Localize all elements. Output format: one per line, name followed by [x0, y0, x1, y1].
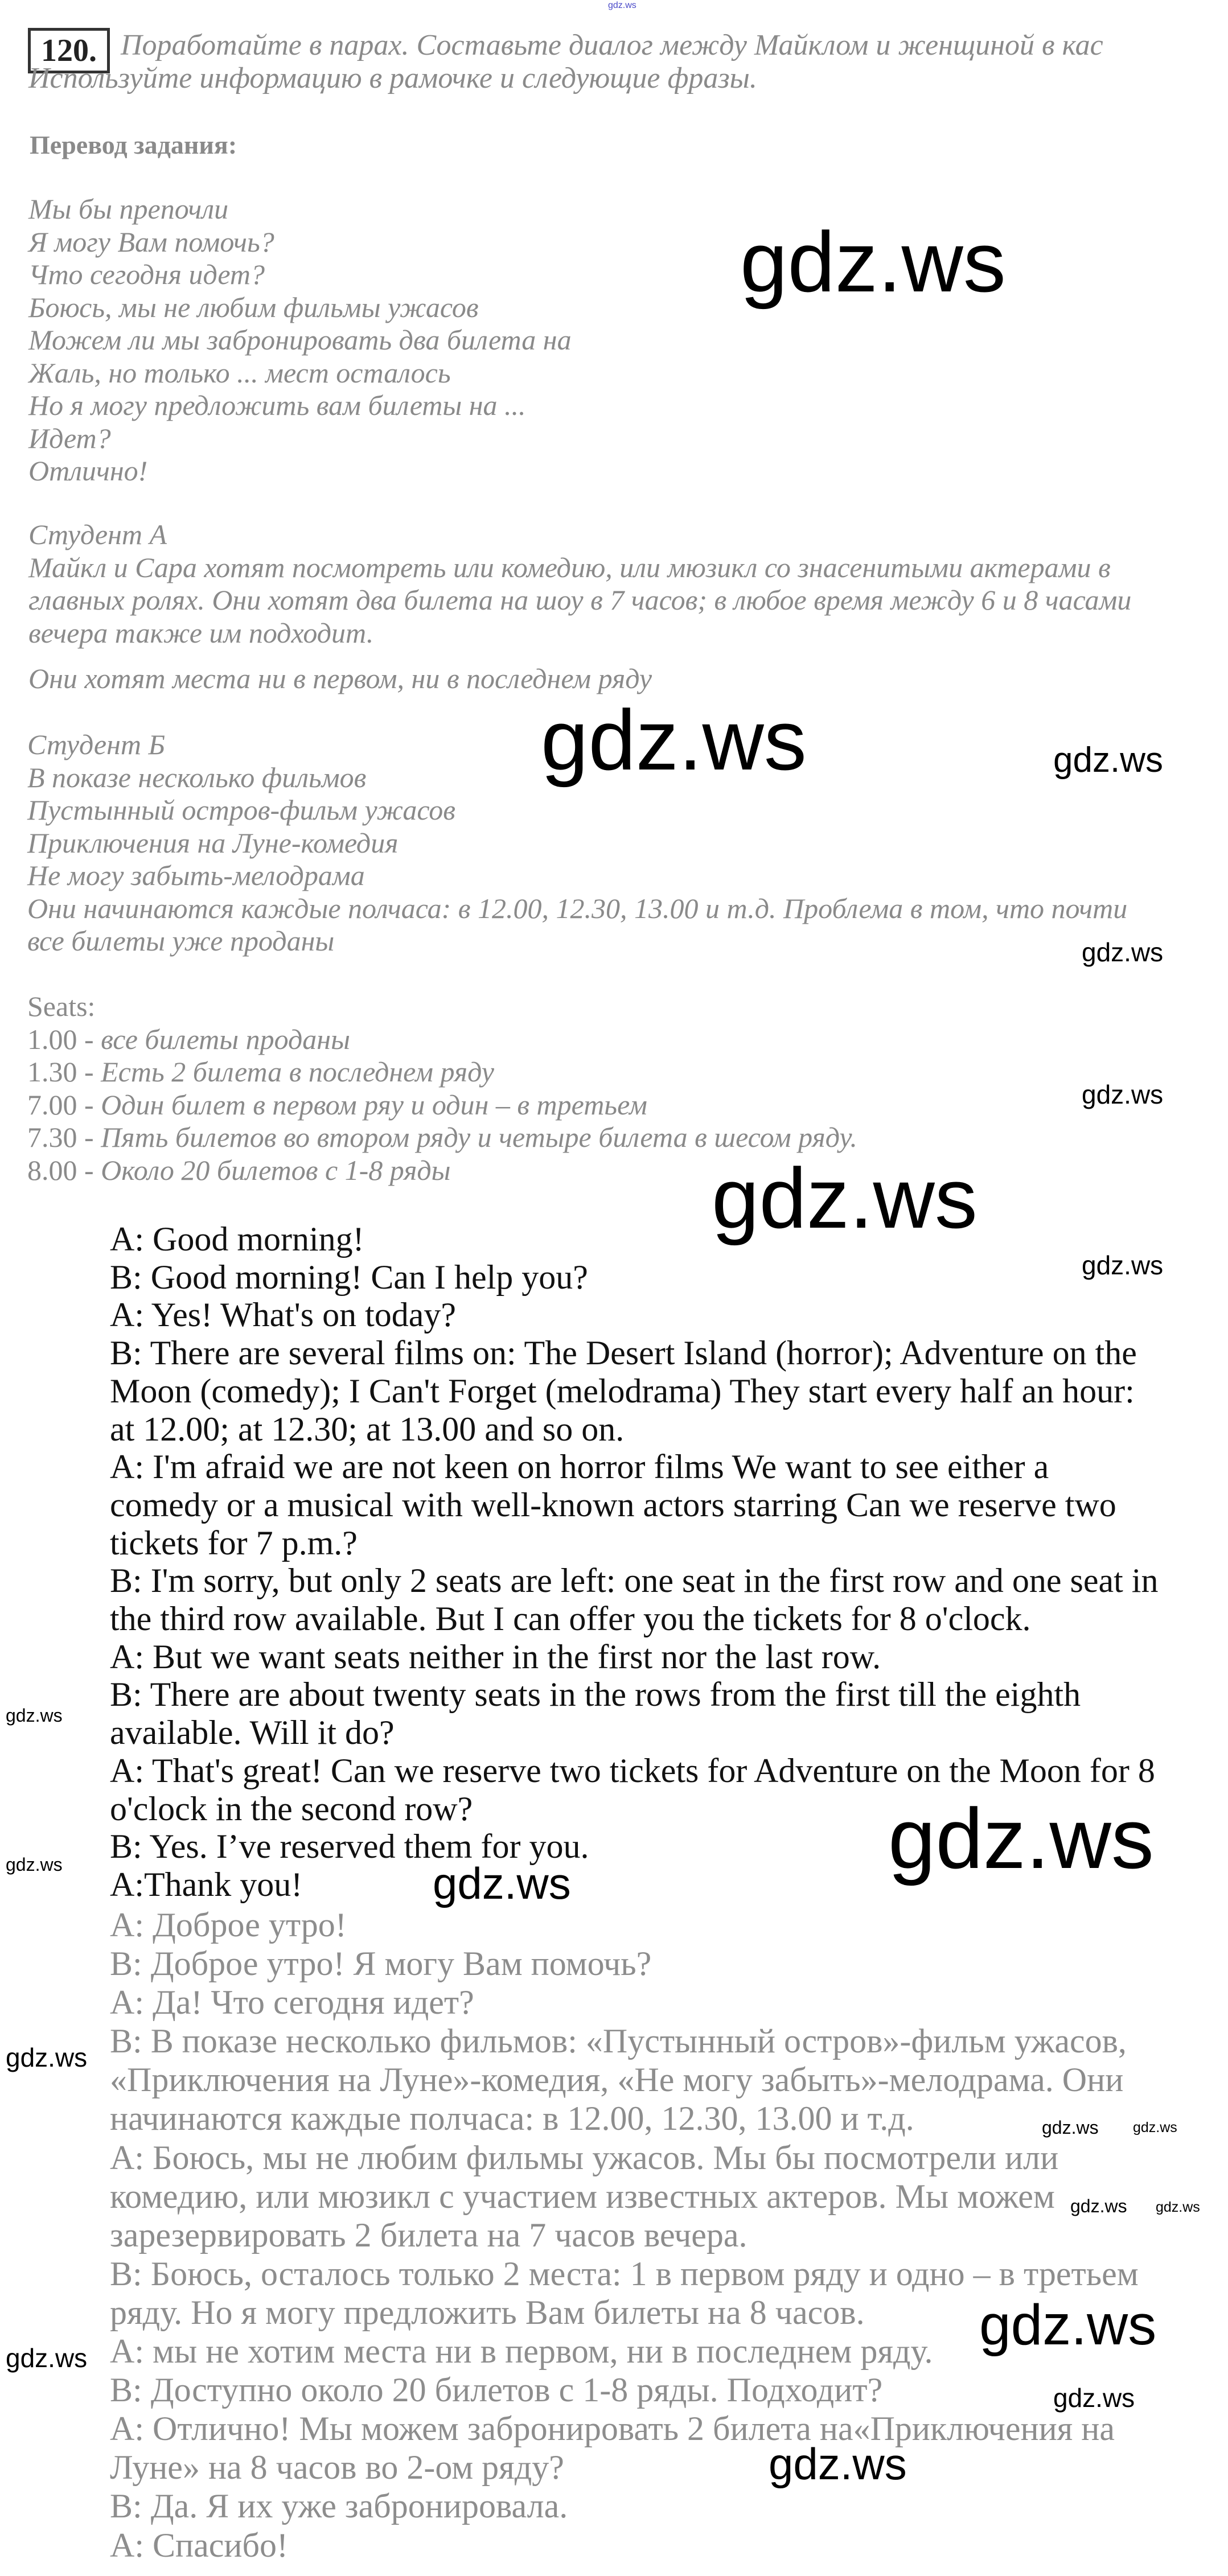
dialog-line: at 12.00; at 12.30; at 13.00 and so on. [110, 1410, 625, 1448]
dialog-line: Луне» на 8 часов во 2-ом ряду? [110, 2449, 564, 2487]
phrase-item: Но я могу предложить вам билеты на ... [28, 389, 526, 421]
dialog-line: tickets for 7 p.m.? [110, 1524, 358, 1562]
seat-time: 1.30 - [27, 1056, 94, 1088]
phrase-list [28, 193, 572, 488]
dialog-line: А: Отлично! Мы можем забронировать 2 билета на«Приключения на [110, 2410, 1115, 2448]
phrase-item: Боюсь, мы не любим фильмы ужасов [28, 291, 479, 323]
dialog-line: comedy or a musical with well-known actors starring Can we reserve two [110, 1485, 1116, 1524]
seat-time: 1.00 - [27, 1023, 94, 1055]
watermark: gdz.ws [6, 2343, 88, 2373]
dialog-line: A: I'm afraid we are not keen on horror films We want to see either a [110, 1448, 1049, 1486]
watermark: gdz.ws [1053, 2383, 1135, 2413]
phrase-item: Жаль, но только ... мест осталось [28, 356, 451, 389]
dialog-russian [110, 1906, 1139, 2565]
student-a-title: Студент А [28, 519, 167, 550]
student-b-line: все билеты уже проданы [27, 925, 335, 957]
watermark: gdz.ws [433, 1858, 571, 1908]
watermark: gdz.ws [6, 1705, 63, 1726]
watermark: gdz.ws [6, 2043, 88, 2072]
dialog-line: А: Да! Что сегодня идет? [110, 1984, 474, 2022]
dialog-line: В: Боюсь, осталось только 2 места: 1 в первом ряду и одно – в третьем [110, 2254, 1139, 2293]
phrase-item: Можем ли мы забронировать два билета на [28, 324, 572, 356]
translation-heading: Перевод задания: [30, 130, 237, 159]
dialog-line: A: Yes! What's on today? [110, 1296, 456, 1334]
watermark: gdz.ws [712, 1150, 978, 1246]
dialog-line: Moon (comedy); I Can't Forget (melodrama) They start every half an hour: [110, 1372, 1135, 1410]
seat-item [27, 1023, 857, 1056]
seat-time: 8.00 - [27, 1154, 94, 1186]
watermark: gdz.ws [1082, 1250, 1164, 1280]
phrase-item: Я могу Вам помочь? [28, 225, 274, 258]
dialog-line: A: Good morning! [110, 1220, 364, 1258]
student-b-line: Они начинаются каждые полчаса: в 12.00, 12.30, 13.00 и т.д. Проблема в том, что почти [27, 892, 1128, 924]
student-b-line: Пустынный остров-фильм ужасов [27, 794, 456, 826]
phrase-item: Мы бы препочли [28, 193, 229, 225]
student-a-extra: Они хотят места ни в первом, ни в последнем ряду [28, 662, 652, 694]
seat-time: 7.30 - [27, 1121, 94, 1153]
seat-availability: Один билет в первом ряу и один – в третьем [93, 1088, 647, 1121]
phrase-item: Отлично! [28, 455, 148, 487]
dialog-line: A:Thank you! [110, 1865, 303, 1903]
watermark: gdz.ws [1082, 1080, 1164, 1109]
dialog-line: B: There are about twenty seats in the rows from the first till the eighth [110, 1676, 1081, 1714]
student-b-line: В показе несколько фильмов [27, 761, 367, 793]
instruction-line: Используйте информацию в рамочке и следующие фразы. [28, 62, 757, 94]
phrase-item: Идет? [28, 422, 111, 454]
watermark: gdz.ws [979, 2293, 1157, 2357]
dialog-line: B: Yes. I’ve reserved them for you. [110, 1828, 589, 1866]
dialog-line: the third row available. But I can offer you the tickets for 8 o'clock. [110, 1600, 1031, 1638]
dialog-line: available. Will it do? [110, 1714, 395, 1752]
seat-availability: Пять билетов во втором ряду и четыре билета в шесом ряду. [93, 1121, 857, 1153]
dialog-line: А: Спасибо! [110, 2526, 289, 2564]
seat-item [27, 1089, 857, 1122]
seat-availability: Около 20 билетов с 1-8 ряды [93, 1154, 451, 1186]
student-a-line: вечера также им подходит. [28, 616, 374, 649]
seats-title: Seats: [27, 990, 96, 1022]
watermark: gdz.ws [740, 214, 1006, 310]
seat-item [27, 1121, 857, 1154]
seat-time: 7.00 - [27, 1088, 94, 1121]
exercise-number: 120. [28, 28, 110, 73]
watermark: gdz.ws [888, 1791, 1154, 1886]
dialog-line: В: Доступно около 20 билетов с 1-8 ряды. Подходит? [110, 2371, 883, 2409]
dialog-line: o'clock in the second row? [110, 1789, 473, 1828]
dialog-line: начинаются каждые полчаса: в 12.00, 12.30, 13.00 и т.д. [110, 2100, 914, 2138]
dialog-line: B: I'm sorry, but only 2 seats are left: one seat in the first row and one seat in [110, 1562, 1159, 1600]
watermark: gdz.ws [1070, 2196, 1127, 2216]
dialog-line: зарезервировать 2 билета на 7 часов вечера. [110, 2216, 748, 2254]
watermark: gdz.ws [1082, 937, 1164, 967]
student-a-block [28, 519, 1131, 696]
student-b-line: Приключения на Луне-комедия [27, 826, 399, 859]
watermark: gdz.ws [1156, 2199, 1200, 2215]
dialog-line: В: В показе несколько фильмов: «Пустынный остров»-фильм ужасов, [110, 2022, 1127, 2060]
dialog-line: «Приключения на Луне»-комедия, «Не могу забыть»-мелодрама. Они [110, 2061, 1124, 2099]
seat-item [27, 1056, 857, 1089]
watermark: gdz.ws [541, 692, 807, 788]
seat-availability: Есть 2 билета в последнем ряду [93, 1056, 494, 1088]
student-a-line: Майкл и Сара хотят посмотреть или комедию, или мюзикл со знасенитыми актерами в [28, 551, 1111, 583]
dialog-line: B: Good morning! Can I help you? [110, 1258, 588, 1296]
phrase-item: Что сегодня идет? [28, 258, 265, 290]
dialog-line: A: But we want seats neither in the first nor the last row. [110, 1637, 881, 1676]
watermark: gdz.ws [6, 1854, 63, 1875]
watermark: gdz.ws [1042, 2117, 1099, 2138]
watermark: gdz.ws [1053, 740, 1163, 780]
watermark: gdz.ws [1133, 2120, 1177, 2135]
dialog-line: А: Доброе утро! [110, 1906, 347, 1944]
watermark: gdz.ws [608, 1, 636, 10]
dialog-line: комедию, или мюзикл с участием известных актеров. Мы можем [110, 2177, 1055, 2215]
instruction-line: Поработайте в парах. Составьте диалог между Майклом и женщиной в кас [121, 29, 1103, 61]
dialog-line: A: That's great! Can we reserve two tickets for Adventure on the Moon for 8 [110, 1751, 1155, 1789]
student-b-title: Студент Б [27, 729, 165, 760]
dialog-line: ряду. Но я могу предложить Вам билеты на 8 часов. [110, 2293, 865, 2331]
student-b-line: Не могу забыть-мелодрама [27, 859, 365, 891]
student-a-line: главных ролях. Они хотят два билета на шоу в 7 часов; в любое время между 6 и 8 часами [28, 584, 1132, 616]
dialog-line: А: Боюсь, мы не любим фильмы ужасов. Мы бы посмотрели или [110, 2138, 1059, 2176]
dialog-line: В: Доброе утро! Я могу Вам помочь? [110, 1945, 652, 1983]
dialog-line: В: Да. Я их уже забронировала. [110, 2487, 568, 2525]
watermark: gdz.ws [769, 2439, 907, 2489]
dialog-line: А: мы не хотим места ни в первом, ни в последнем ряду. [110, 2332, 933, 2371]
dialog-line: B: There are several films on: The Desert Island (horror); Adventure on the [110, 1334, 1137, 1372]
seat-availability: все билеты проданы [93, 1023, 350, 1055]
